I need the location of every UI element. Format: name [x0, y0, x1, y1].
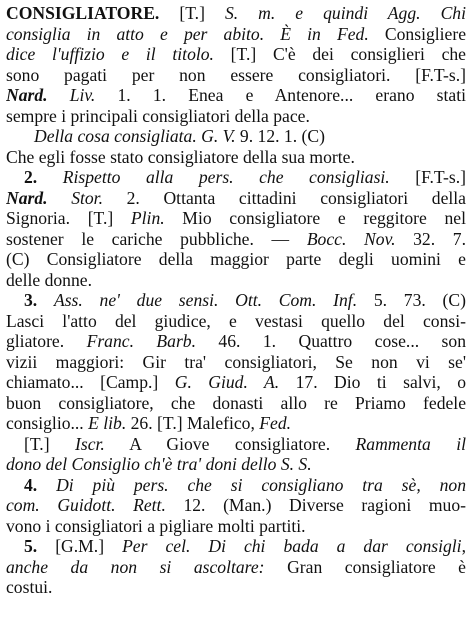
entry-line [6, 557, 466, 578]
entry-text-segment: dono del Consiglio ch'è tra' doni dello S. S. [6, 454, 312, 474]
entry-line [6, 44, 466, 65]
entry-line [6, 434, 466, 455]
entry-text-segment: , [461, 536, 466, 556]
entry-text-segment: Per cel. Di chi bada a dar consigli [122, 536, 462, 556]
entry-text-segment: anche da non si ascoltare: [6, 556, 265, 577]
entry-text-segment: Consigliere [368, 23, 466, 44]
entry-text-segment: Plin. [130, 208, 165, 228]
entry-text-segment: sempre i principali consigliatori della pace. [6, 105, 310, 126]
entry-text-segment: Bocc. Nov. [306, 228, 396, 249]
entry-line [6, 372, 466, 393]
entry-text-segment: 5. 73. (C) [357, 290, 466, 310]
entry-line [6, 352, 466, 373]
entry-text-segment: 46. 1. Quattro cose... son [196, 331, 466, 351]
entry-text-segment: 26. [T.] Malefico, [126, 413, 260, 433]
entry-line [6, 3, 466, 24]
entry-text-segment: Franc. Barb. [86, 331, 196, 351]
entry-text-segment [37, 475, 56, 495]
entry-text-segment: vono i consigliatori a pigliare molti partiti. [6, 515, 306, 536]
entry-text-segment: G. V. [201, 126, 236, 146]
entry-text-segment: G. Giud. A. [174, 372, 280, 392]
entry-line [6, 454, 466, 475]
entry-text-segment: 2. Ottanta cittadini consigliatori della [102, 187, 466, 208]
entry-text-segment: sostener le cariche pubbliche. — [6, 228, 307, 249]
entry-text-segment [48, 85, 70, 105]
entry-text-segment: [T.] C'è dei consiglieri che [213, 44, 466, 64]
entry-line [6, 331, 466, 352]
entry-text-segment: Nard. [6, 85, 48, 105]
entry-line [6, 65, 466, 86]
entry-text-segment: sono pagati per non essere consigliatori. [F.T-s.] [6, 64, 466, 85]
entry-text-segment: Iscr. [74, 433, 105, 454]
entry-text-segment: È in Fed. [280, 23, 369, 44]
entry-text-segment: consiglia in atto e per abito. [6, 23, 265, 44]
entry-text-segment: Della cosa consigliata. [34, 126, 197, 146]
entry-text-segment: [F.T-s.] [389, 167, 466, 187]
entry-line [6, 126, 466, 147]
entry-text-segment: [T.] [159, 3, 225, 23]
entry-text-segment: S. m. [224, 3, 276, 23]
entry-line [6, 393, 466, 414]
entry-text-segment: 2. [24, 167, 38, 187]
entry-text-segment: Rispetto alla pers. che consigliasi. [62, 167, 390, 187]
entry-line [6, 147, 466, 168]
entry-text-segment: Che egli fosse stato consigliatore della sua morte. [6, 146, 355, 167]
entry-line [6, 577, 466, 598]
entry-line [6, 167, 466, 188]
entry-line [6, 24, 466, 45]
entry-text-segment: consiglio... [6, 413, 89, 433]
entry-text-segment: A Giove consigliatore. [104, 433, 356, 454]
entry-text-segment [37, 167, 63, 187]
entry-text-segment: 4. [24, 474, 38, 495]
entry-line [6, 188, 466, 209]
entry-line [6, 413, 466, 434]
entry-text-segment: [G.M.] [37, 536, 123, 556]
entry-line [6, 495, 466, 516]
entry-line [6, 311, 466, 332]
entry-text-segment: Lasci l'atto del giudice, e vestasi quello del consi- [6, 310, 466, 331]
entry-text-segment: E lib. [88, 413, 127, 433]
entry-text-segment: [T.] [24, 433, 75, 454]
entry-text-segment: Signoria. [T.] [6, 208, 131, 228]
entry-text-segment [264, 24, 280, 44]
entry-text-segment: e quindi Agg. Chi [275, 3, 466, 23]
entry-text-segment: vizii maggiori: Gir tra' consigliatori, Se non vi se' [6, 351, 466, 372]
entry-text-segment: Stor. [71, 187, 103, 208]
entry-text-segment: 12. (Man.) Diverse ragioni muo- [165, 495, 466, 515]
entry-text-segment: 17. Dio ti salvi, o [279, 372, 466, 392]
entry-line [6, 270, 466, 291]
entry-line [6, 475, 466, 496]
dictionary-entry-consigliatore [6, 3, 466, 598]
entry-line [6, 106, 466, 127]
entry-text-segment: Di più pers. che si consigliano tra sè, non [56, 474, 466, 495]
entry-line [6, 516, 466, 537]
entry-text-segment: chiamato... [Camp.] [6, 372, 175, 392]
entry-text-segment: Fed. [259, 413, 292, 433]
entry-text-segment: dice l'uffizio e il titolo. [6, 44, 214, 64]
entry-line [6, 229, 466, 250]
entry-text-segment: 5. [24, 536, 38, 556]
entry-text-segment [48, 188, 72, 208]
entry-text-segment: gliatore. [6, 331, 87, 351]
entry-line [6, 85, 466, 106]
entry-text-segment: com. Guidott. Rett. [6, 495, 166, 515]
entry-text-segment: 1. 1. Enea e Antenore... erano stati [95, 85, 466, 105]
entry-line [6, 249, 466, 270]
entry-text-segment: Liv. [69, 85, 96, 105]
entry-text-segment: delle donne. [6, 269, 92, 290]
entry-text-segment: CONSIGLIATORE. [6, 3, 160, 23]
entry-text-segment: Gran consigliatore è [264, 556, 466, 577]
entry-text-segment [37, 290, 54, 310]
entry-text-segment: Rammenta il [355, 433, 466, 454]
entry-line [6, 536, 466, 557]
entry-text-segment: Ass. ne' due sensi. Ott. Com. Inf. [53, 290, 358, 310]
entry-text-segment: Nard. [6, 187, 48, 208]
entry-text-segment: 3. [24, 290, 38, 310]
entry-text-segment: (C) Consigliatore della maggior parte degli uomini e [6, 249, 466, 269]
entry-line [6, 290, 466, 311]
entry-text-segment: Mio consigliatore e reggitore nel [164, 208, 466, 228]
entry-text-segment: 9. 12. 1. (C) [235, 126, 325, 146]
entry-text-segment: buon consigliatore, che donasti allo re Priamo fedele [6, 392, 466, 413]
entry-text-segment: 32. 7. [395, 228, 466, 249]
entry-line [6, 208, 466, 229]
entry-text-segment: costui. [6, 577, 53, 597]
